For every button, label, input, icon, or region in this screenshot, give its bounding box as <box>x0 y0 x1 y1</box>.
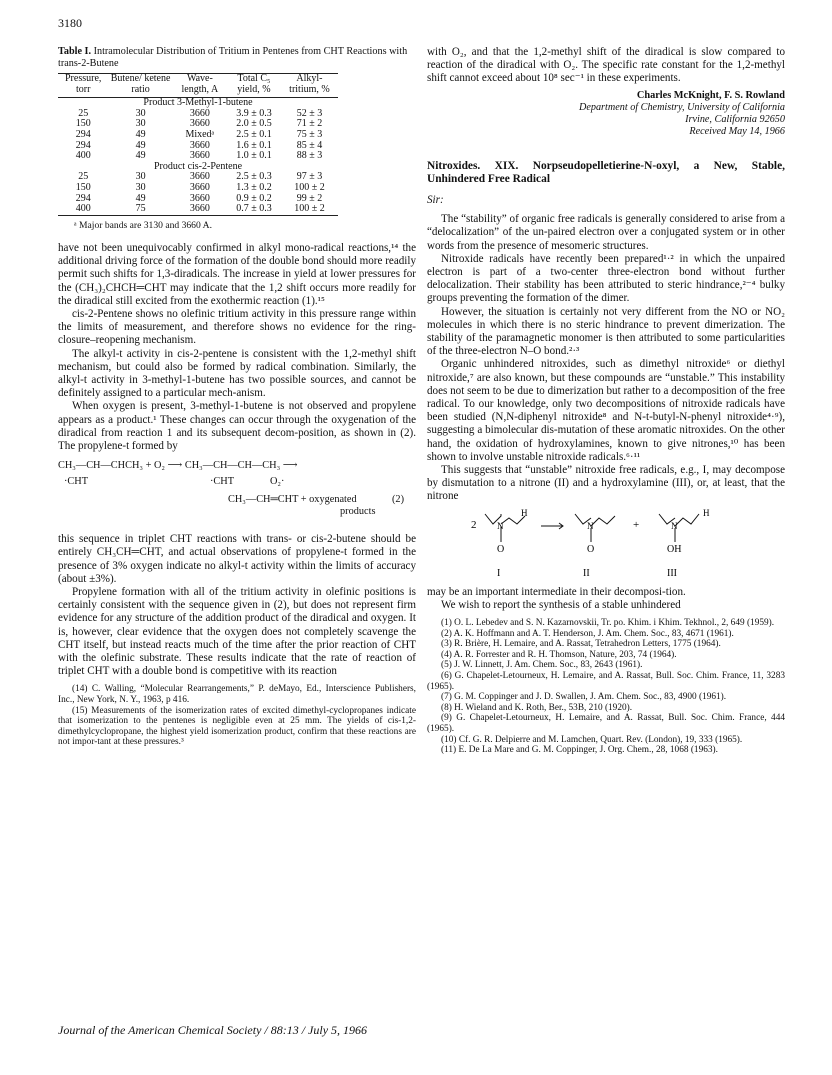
scheme-products: products <box>340 506 376 518</box>
structure-label: I <box>497 567 501 579</box>
atom-label: N <box>671 520 678 531</box>
footnote: (3) R. Brière, H. Lemaire, and A. Rassat, Tetrahedron Letters, 1775 (1964). <box>441 639 721 650</box>
body-paragraph: We wish to report the synthesis of a stable unhindered <box>441 598 681 611</box>
table-cell: 97 ± 3 <box>296 171 323 183</box>
tritium-table <box>58 73 338 216</box>
table-cell: 1.6 ± 0.1 <box>236 139 272 151</box>
footnote: (8) H. Wieland and K. Roth, Ber., 53B, 210 (1920). <box>441 702 633 713</box>
table-cell: 1.3 ± 0.2 <box>236 181 272 193</box>
table-cell: 75 <box>108 204 172 215</box>
reaction-scheme-2 <box>58 457 416 529</box>
table-row <box>58 204 338 215</box>
table-cell: 294 <box>75 192 91 204</box>
table-cell: 1.0 ± 0.1 <box>236 150 272 162</box>
table-header-cell: Pressure, torr <box>58 74 108 98</box>
table-cell: 400 <box>58 204 108 215</box>
table-cell: 294 <box>75 128 91 140</box>
table-header-cell: Alkyl- tritium, % <box>281 74 338 98</box>
body-paragraph: Propylene formation with all of the tritium activity in olefinic positions is certainly consistent with the sequence given in (2), but does not represent firm evidence for any structure of the addition product of the diradical and oxygen. It is, however, clear evidence that the oxygen does not completely scavenge the CHT itself, but instead reacts much of the time after the prior reaction of CHT with the olefinic substrate. These results indicate that the rate of reaction of triplet CHT with a double bond is competitive with its reaction <box>58 585 416 678</box>
table-cell: 2.5 ± 0.3 <box>236 171 272 183</box>
table-cell: 25 <box>78 107 89 119</box>
table-cell: 30 <box>135 118 146 130</box>
body-paragraph: The alkyl-t activity in cis-2-pentene is consistent with the 1,2-methyl shift mechanism, but could also be formed by radical combination. Similarly, the alkyl-t activity in 3-methyl-1-butene has two possible sources, and cannot be definitely assigned to a particular mech-anism. <box>58 347 416 400</box>
table-cell: 30 <box>135 107 146 119</box>
table-cell: 0.7 ± 0.3 <box>227 204 281 215</box>
atom-label: N <box>587 520 594 531</box>
equation-number: (2) <box>392 494 405 506</box>
table-section-label: Product cis-2-Pentene <box>153 160 243 172</box>
article-title: Nitroxides. XIX. Norpseudopelletierine-N-oxyl, a New, Stable, Unhindered Free Radical <box>427 159 785 185</box>
body-paragraph: The “stability” of organic free radicals is generally considered to arise from a “delocalization” of the un-paired electron over a conjugated system or in other words from the presence of mesomeric structures. <box>427 213 785 252</box>
table-row <box>58 130 338 141</box>
body-paragraph: This suggests that “unstable” nitroxide free radicals, e.g., I, may decompose by dismutation to a nitrone (II) and a hydroxylamine (III), or, at least, that the nitrone <box>427 464 785 503</box>
table-cell: 49 <box>135 150 146 162</box>
scheme-substituent: O₂· <box>270 476 285 488</box>
nitroxide-structures <box>427 506 785 584</box>
table-cell: 3660 <box>189 118 210 130</box>
body-paragraph: this sequence in triplet CHT reactions with trans- or cis-2-butene should be entirely CH₃CH═CHT, and actual observations of propylene-t formed in the presence of 3% oxygen indicate no alkyl-t activity within the limits of accuracy (about ±3%). <box>58 533 416 585</box>
body-paragraph: However, the situation is certainly not very different from the NO or NO₂ molecules in which there is no steric hindrance to prevent dimerization. The stability of the paramagnetic monomer is then attributed to some particularities of the three-electron N–O bond.²·³ <box>427 305 785 358</box>
body-paragraph: When oxygen is present, 3-methyl-1-butene is not observed and propylene appears as a product.¹ These changes can occur through the oxygenation of the diradical from reaction 1 and its subsequent decom-position, as shown in (2). The propylene-t formed by <box>58 400 416 452</box>
atom-label: O <box>587 543 595 555</box>
coefficient: 2 <box>471 518 477 531</box>
table-cell: 3660 <box>189 139 210 151</box>
body-paragraph: cis-2-Pentene shows no olefinic tritium activity in this pressure range within the limits of measurement, and therefore shows no evidence for the ring-closure–reopening mechanism. <box>58 307 416 347</box>
table-header-cell: Wave- length, A <box>173 74 227 98</box>
plus-sign: + <box>633 518 640 531</box>
left-footnotes <box>58 684 416 748</box>
table-cell: 25 <box>78 171 89 183</box>
structure-label: III <box>667 567 677 579</box>
footnote: (9) G. Chapelet-Letourneux, H. Lemaire, and A. Rassat, Bull. Soc. Chim. France, 444 (1965). <box>427 713 785 735</box>
atom-label: H <box>521 507 528 518</box>
table-caption-label: Table I. <box>58 46 92 57</box>
table-row <box>58 183 338 194</box>
table-cell: 30 <box>135 181 146 193</box>
table-cell: 75 ± 3 <box>296 128 323 140</box>
table-cell: 3660 <box>189 181 210 193</box>
scheme-substituent: ·CHT <box>64 476 89 488</box>
table-cell: 0.9 ± 0.2 <box>236 192 272 204</box>
footnote: (6) G. Chapelet-Letourneux, H. Lemaire, and A. Rassat, Bull. Soc. Chim. France, 11, 3283 (1965). <box>427 671 785 692</box>
table-header-cell: Butene/ ketene ratio <box>108 74 172 98</box>
table-cell: 3660 <box>173 204 227 215</box>
right-column <box>427 46 785 756</box>
atom-label: H <box>703 507 710 518</box>
scheme-substituent: ·CHT <box>210 476 235 488</box>
body-paragraph: may be an important intermediate in their decomposi-tion. <box>427 585 686 598</box>
body-paragraph: have not been unequivocably confirmed in alkyl mono-radical reactions,¹⁴ the additional driving force of the formation of the double bond should more readily permit such shifts for 1,3-diradicals. The increase in yield at lower pressures for the (CH₃)₂CHCH═CHT may indicate that the 1,2 shift occurs more readily for the diradical still excited from the exothermic reaction (1).¹⁵ <box>58 241 416 307</box>
table-cell: 150 <box>75 181 91 193</box>
table-cell: 3660 <box>189 171 210 183</box>
table-cell: 30 <box>135 171 146 183</box>
footnote: (7) G. M. Coppinger and J. D. Swallen, J. Am. Chem. Soc., 83, 4900 (1961). <box>441 692 727 703</box>
table-section-label: Product 3-Methyl-1-butene <box>143 97 253 109</box>
salutation: Sir: <box>427 194 444 207</box>
received-date: Received May 14, 1966 <box>689 125 785 137</box>
table-cell: 3660 <box>189 192 210 204</box>
table-cell: 52 ± 3 <box>296 107 323 119</box>
table-cell: 85 ± 4 <box>296 139 323 151</box>
right-footnotes <box>427 618 785 756</box>
atom-label: O <box>497 543 505 555</box>
authors: Charles McKnight, F. S. Rowland <box>636 89 785 101</box>
table-cell: 49 <box>135 139 146 151</box>
structure-bond <box>591 516 615 526</box>
footnote: (11) E. De La Mare and G. M. Coppinger, J. Org. Chem., 28, 1068 (1963). <box>441 745 718 756</box>
structure-bond <box>675 514 699 526</box>
table-cell: 2.0 ± 0.5 <box>236 118 272 130</box>
affiliation-address: Irvine, California 92650 <box>685 113 785 125</box>
table-cell: 49 <box>135 128 146 140</box>
footnote: (10) Cf. G. R. Delpierre and M. Lamchen, Quart. Rev. (London), 19, 333 (1965). <box>441 734 743 745</box>
table-cell: 3660 <box>189 150 210 162</box>
scheme-line-1: CH₃—CH—CHCH₃ + O₂ ⟶ CH₃—CH—CH—CH₃ ⟶ <box>58 460 298 472</box>
table-cell: 100 ± 2 <box>294 181 325 193</box>
body-paragraph: with O₂, and that the 1,2-methyl shift of the diradical is slow compared to reaction of the diradical with O₂. The specific rate constant for the 1,2-methyl shift cannot exceed about 10⁸ sec⁻¹ in these experiments. <box>427 46 785 85</box>
table-cell: 294 <box>75 139 91 151</box>
footnote: (5) J. W. Linnett, J. Am. Chem. Soc., 83, 2643 (1961). <box>441 660 643 671</box>
structure-label: II <box>583 567 590 579</box>
table-header-cell: Total C₅ yield, % <box>227 74 281 98</box>
table-footnote: ᵃ Major bands are 3130 and 3660 A. <box>74 219 212 231</box>
table-cell: 88 ± 3 <box>296 150 323 162</box>
table-cell: 3660 <box>189 107 210 119</box>
body-paragraph: Organic unhindered nitroxides, such as dimethyl nitroxide⁶ or diethyl nitroxide,⁷ are also known, but these compounds are “unstable.” This instability does not seem to be due to dimerization but rather to a decomposition of the free radical. To our knowledge, only two decompositions of nitroxide radicals have been studied (N,N-diphenyl nitroxide⁸ and N-t-butyl-N-phenyl nitroxide⁴·⁹), suggesting a bimolecular dis-mutation of these aromatic nitroxides. On the other hand, the oxidation of hydroxylamines, known to give nitrones,¹⁰ has been shown to involve unstable nitroxide radicals.⁶·¹¹ <box>427 358 785 463</box>
table-cell: Mixedᵃ <box>185 128 215 140</box>
atom-label: N <box>497 520 504 531</box>
table-cell: 2.5 ± 0.1 <box>236 128 272 140</box>
table-header-row <box>58 74 338 98</box>
left-column <box>58 46 416 748</box>
author-signature <box>427 90 785 138</box>
structure-drawing <box>467 506 767 584</box>
table-cell: 3.9 ± 0.3 <box>236 107 272 119</box>
footnote: (4) A. R. Forrester and R. H. Thomson, Nature, 203, 74 (1964). <box>441 649 677 660</box>
table-cell: 71 ± 2 <box>296 118 323 130</box>
table-body <box>58 98 338 216</box>
table-cell: 100 ± 2 <box>281 204 338 215</box>
table-cell: 49 <box>135 192 146 204</box>
body-paragraph: Nitroxide radicals have recently been prepared¹·² in which the unpaired electron is part of a two-center three-electron bond without further delocalization. Their stability has been attributed to steric hindrance,²⁻⁴ bulky groups preventing the formation of the dimer. <box>427 252 785 305</box>
affiliation: Department of Chemistry, University of California <box>578 101 785 113</box>
page-number: 3180 <box>58 16 82 30</box>
table-cell: 99 ± 2 <box>296 192 323 204</box>
footnote: (15) Measurements of the isomerization rates of excited dimethyl-cyclopropanes indicate that isomerization to the pentenes is negligible even at 25 mm. The yields of cis-1,2-dimethylcyclopropane, the highest yield isomerization product, confirm that these reactions are not impor-tant at these pressures.³ <box>58 705 416 748</box>
footnote: (1) O. L. Lebedev and S. N. Kazarnovskii, Tr. po. Khim. i Khim. Tekhnol., 2, 649 (1959). <box>441 618 775 629</box>
footnote: (14) C. Walling, “Molecular Rearrangements,” P. deMayo, Ed., Interscience Publishers, Inc., New York, N. Y., 1963, p 416. <box>58 684 416 705</box>
table-cell: 150 <box>75 118 91 130</box>
journal-footer: Journal of the American Chemical Society / 88:13 / July 5, 1966 <box>58 1023 368 1037</box>
table-caption-text: Intramolecular Distribution of Tritium in Pentenes from CHT Reactions with trans-2-Butene <box>58 46 408 69</box>
atom-label: OH <box>667 543 682 555</box>
table-caption <box>58 46 416 70</box>
table-cell: 400 <box>75 150 91 162</box>
scheme-line-2: CH₃—CH═CHT + oxygenated <box>228 494 357 506</box>
footnote: (2) A. K. Hoffmann and A. T. Henderson, J. Am. Chem. Soc., 83, 4671 (1961). <box>441 628 734 639</box>
